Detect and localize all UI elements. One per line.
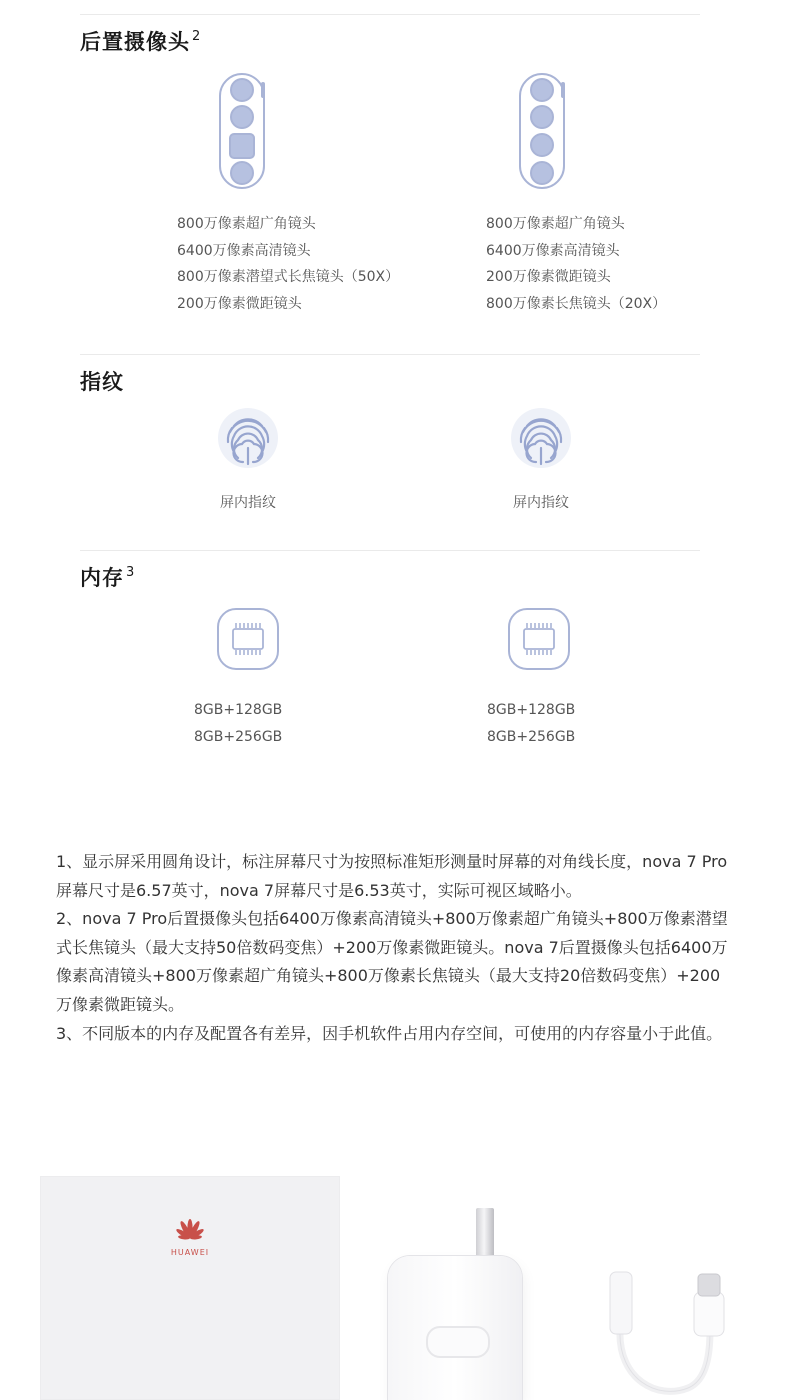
spec-line: 200万像素微距镜头 [177,295,302,312]
spec-line: 800万像素超广角镜头 [486,216,625,232]
charger-prongs [476,1208,494,1260]
packaging-box [40,1176,340,1400]
spec-line: 200万像素微距镜头 [486,269,611,285]
rear-camera-title: 后置摄像头 $^2$ [80,29,202,54]
usb-port [426,1326,490,1358]
spec-line: 6400万像素高清镜头 [486,242,620,259]
spec-line: 8GB+256GB [487,728,576,745]
spec-line: 8GB+128GB [194,702,283,718]
spec-line: 8GB+128GB [487,702,576,718]
footnote-1: 1、显示屏采用圆角设计，标注屏幕尺寸为按照标准矩形测量时屏幕的对角线长度，nova 7 Pro屏幕尺寸是6.57英寸，nova 7屏幕尺寸是6.53英寸，实际可视区域略小。 [56,852,728,900]
huawei-logo-icon [169,1214,211,1246]
fingerprint-icon [509,406,573,470]
audio-adapter-cable [598,1270,738,1400]
footnote-2: 2、nova 7 Pro后置摄像头包括6400万像素高清镜头+800万像素超广角镜头+800万像素潜望式长焦镜头（最大支持50倍数码变焦）+200万像素微距镜头。nova 7后置摄像头包括6400万像素高清镜头+800万像素超广角镜头+800万像素长焦镜头（最大支持20倍数码变焦）+200万像素微距镜头。 [56,909,728,1014]
box-contents-photo [0,1160,790,1400]
fingerprint-label-right: 屏内指纹 [513,495,569,511]
top-divider [80,14,700,15]
memory-title: 内存 $^3$ [80,565,136,590]
fingerprint-divider [80,354,700,355]
rear-camera-specs-right [486,211,666,317]
memory-specs-left [194,697,282,750]
spec-line: 800万像素潜望式长焦镜头（50X） [177,269,400,285]
spec-line: 8GB+256GB [194,728,283,745]
memory-chip-icon [507,607,571,671]
memory-specs-right [487,697,575,750]
spec-line: 6400万像素高清镜头 [177,242,311,259]
spec-line: 800万像素超广角镜头 [177,216,316,232]
memory-chip-icon [216,607,280,671]
footnote-3: 3、不同版本的内存及配置各有差异，因手机软件占用内存空间，可使用的内存容量小于此值。 [56,1023,723,1043]
memory-divider [80,550,700,551]
footnotes [56,848,736,1048]
spec-line: 800万像素长焦镜头（20X） [486,295,667,312]
charger-body [388,1256,522,1400]
camera-module-icon [518,72,572,192]
fingerprint-label-left: 屏内指纹 [220,495,276,511]
fingerprint-icon [216,406,280,470]
huawei-brand-text: HUAWEI [170,1248,210,1257]
fingerprint-title: 指纹 [80,370,124,394]
rear-camera-specs-left [177,211,399,317]
camera-module-pro-icon [218,72,272,192]
